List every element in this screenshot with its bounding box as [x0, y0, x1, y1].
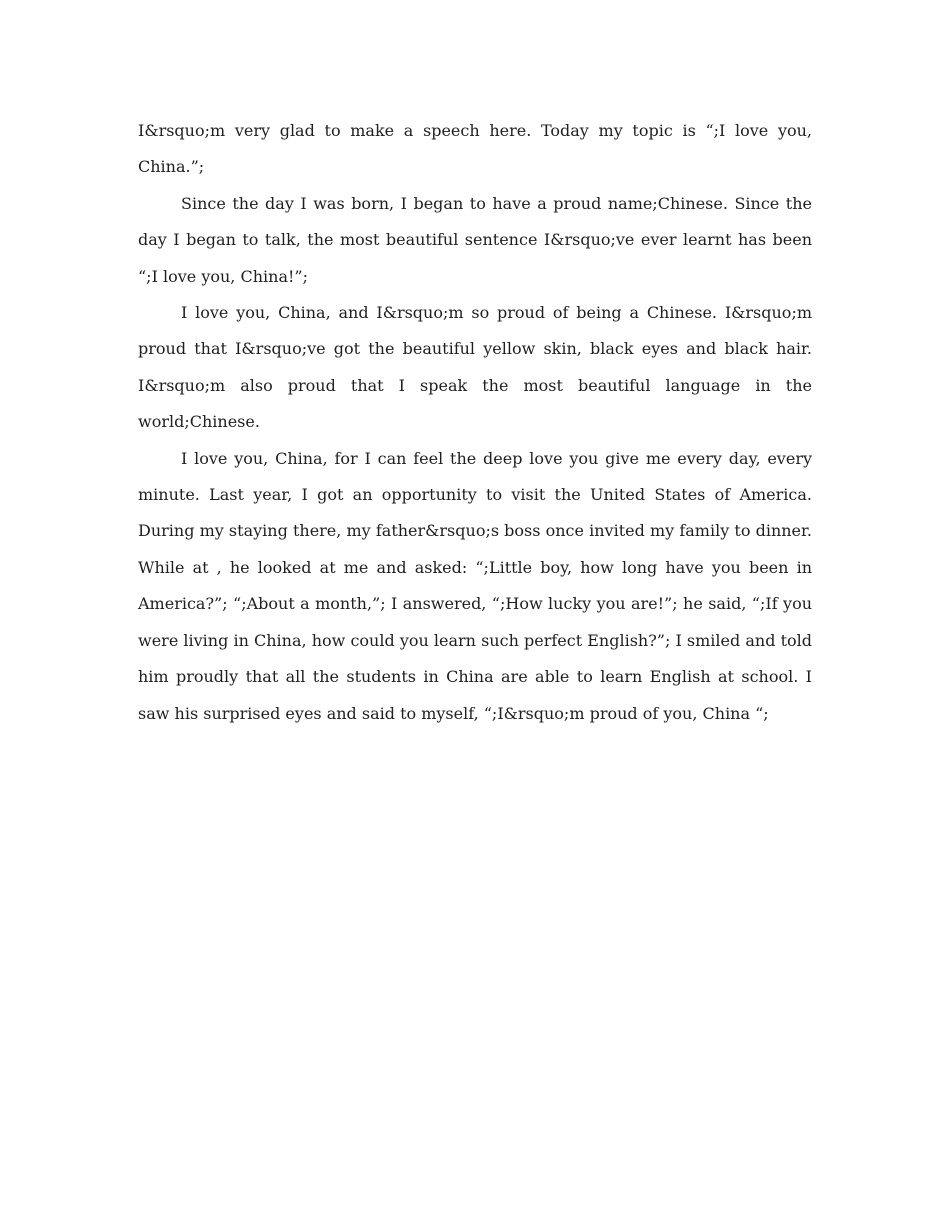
paragraph-2: Since the day I was born, I began to have a proud name;Chinese. Since the day I began to talk, the most beautiful sentence I&rsquo;ve ever learnt has been “;I love you, China!”; [138, 193, 812, 286]
paragraph-3: I love you, China, and I&rsquo;m so proud of being a Chinese. I&rsquo;m proud that I&rsquo;ve got the beautiful yellow skin, black eyes and black hair. I&rsquo;m also proud that I speak the most beautiful language in the world;Chinese. [138, 303, 812, 432]
document-body [138, 113, 812, 732]
paragraph-1: I&rsquo;m very glad to make a speech here. Today my topic is “;I love you, China.”; [138, 121, 812, 177]
paragraph-4: I love you, China, for I can feel the deep love you give me every day, every minute. Last year, I got an opportunity to visit the United States of America. During my staying there, my father&rsquo;s boss once invited my family to dinner. While at , he looked at me and asked: “;Little boy, how long have you been in America?”; “;About a month,”; I answered, “;How lucky you are!”; he said, “;If you were living in China, how could you learn such perfect English?”; I smiled and told him proudly that all the students in China are able to learn English at school. I saw his surprised eyes and said to myself, “;I&rsquo;m proud of you, China “; [138, 448, 812, 723]
